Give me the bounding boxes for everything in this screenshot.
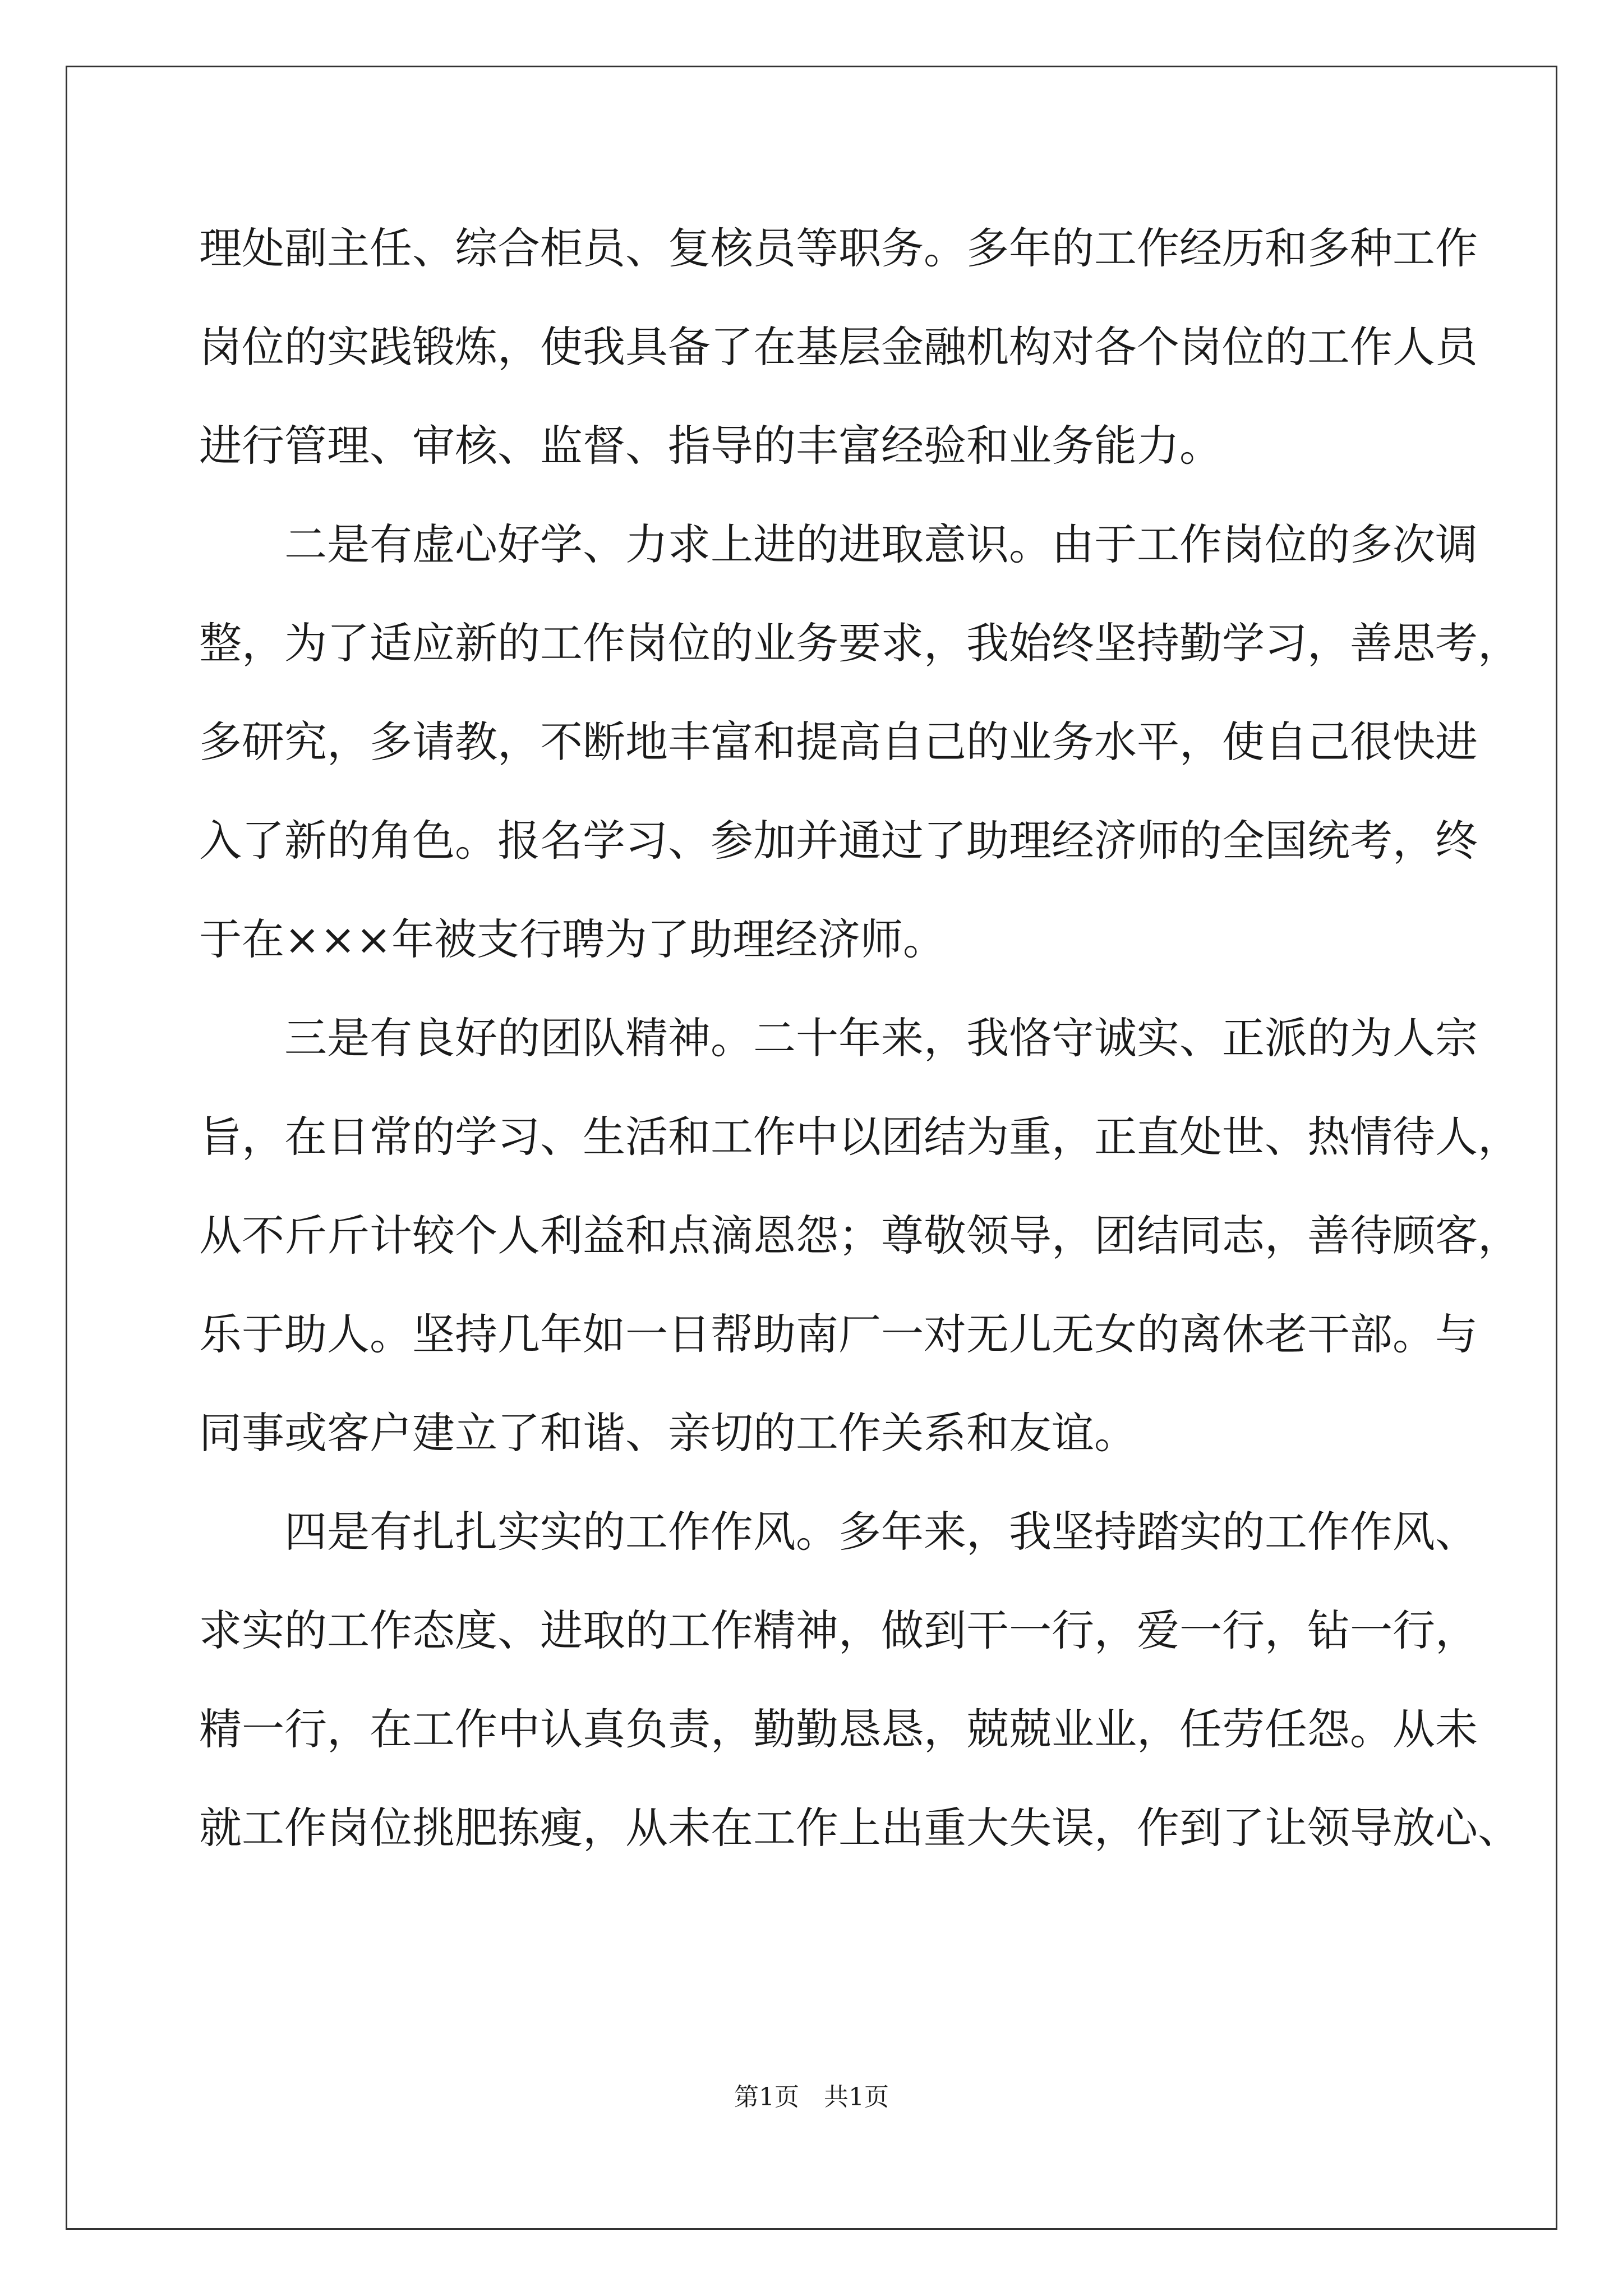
paragraph-first-line: 四是有扎扎实实的工作作风。多年来，我坚持踏实的工作作风、: [284, 1507, 1478, 1557]
page-footer: 第1页 共1页: [734, 2083, 889, 2111]
text-line: 于在×××年被支行聘为了助理经济师。: [199, 914, 946, 964]
text-line: 岗位的实践锻炼，使我具备了在基层金融机构对各个岗位的工作人员: [199, 322, 1478, 372]
text-line: 求实的工作态度、进取的工作精神，做到干一行，爱一行，钻一行，: [199, 1605, 1478, 1655]
text-line: 就工作岗位挑肥拣瘦，从未在工作上出重大失误，作到了让领导放心、: [199, 1803, 1520, 1853]
text-line: 整，为了适应新的工作岗位的业务要求，我始终坚持勤学习，善思考，: [199, 618, 1520, 668]
text-line: 入了新的角色。报名学习、参加并通过了助理经济师的全国统考，终: [199, 816, 1478, 866]
document-body: [199, 199, 1520, 1878]
text-line: 乐于助人。坚持几年如一日帮助南厂一对无儿无女的离休老干部。与: [199, 1309, 1478, 1359]
text-line: 多研究，多请教，不断地丰富和提高自己的业务水平，使自己很快进: [199, 717, 1478, 767]
text-line: 进行管理、审核、监督、指导的丰富经验和业务能力。: [199, 421, 1222, 471]
paragraph-first-line: 二是有虚心好学、力求上进的进取意识。由于工作岗位的多次调: [284, 519, 1478, 569]
text-line: 旨，在日常的学习、生活和工作中以团结为重，正直处世、热情待人，: [199, 1112, 1520, 1162]
paragraph-first-line: 三是有良好的团队精神。二十年来，我恪守诚实、正派的为人宗: [284, 1013, 1478, 1063]
text-line: 理处副主任、综合柜员、复核员等职务。多年的工作经历和多种工作: [199, 223, 1478, 273]
text-line: 同事或客户建立了和谐、亲切的工作关系和友谊。: [199, 1408, 1137, 1458]
text-line: 从不斤斤计较个人利益和点滴恩怨；尊敬领导，团结同志，善待顾客，: [199, 1211, 1520, 1260]
text-line: 精一行，在工作中认真负责，勤勤恳恳，兢兢业业，任劳任怨。从未: [199, 1704, 1478, 1754]
